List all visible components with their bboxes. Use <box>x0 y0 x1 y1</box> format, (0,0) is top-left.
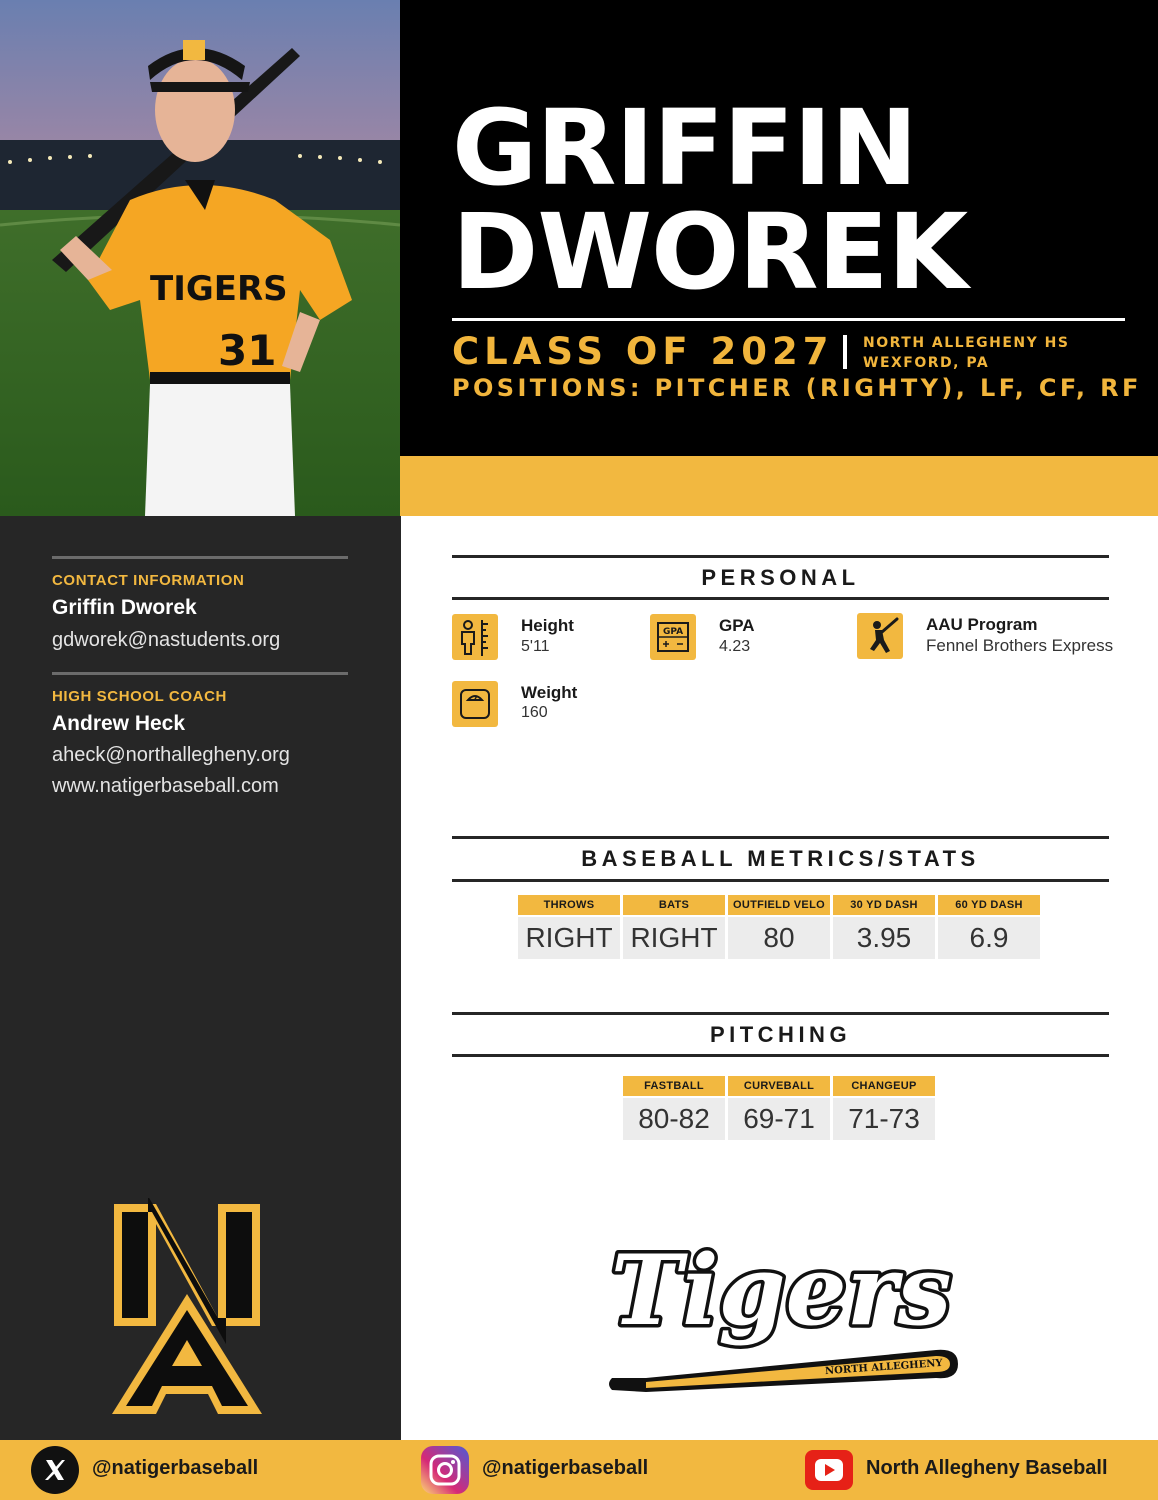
pitch-header: CHANGEUP <box>833 1076 935 1096</box>
metric-value: 6.9 <box>938 917 1040 959</box>
school-location: WEXFORD, PA <box>863 355 990 371</box>
aau-label: AAU Program <box>926 615 1038 634</box>
weight-label: Weight <box>521 683 578 702</box>
section-rule <box>452 836 1109 839</box>
header <box>400 0 1158 456</box>
school-info <box>863 333 1069 373</box>
metric-value: RIGHT <box>518 917 620 959</box>
coach-name: Andrew Heck <box>52 712 186 735</box>
jersey-number: 31 <box>218 326 277 375</box>
instagram-handle[interactable]: @natigerbaseball <box>482 1457 649 1479</box>
gold-band <box>400 456 1158 516</box>
pitch-column <box>728 1076 830 1140</box>
footer <box>0 1440 1158 1500</box>
coach-label: HIGH SCHOOL COACH <box>52 688 227 705</box>
gpa-value: 4.23 <box>719 638 751 655</box>
metrics-table <box>518 895 1040 959</box>
coach-email[interactable]: aheck@northallegheny.org <box>52 744 290 766</box>
height-label: Height <box>521 616 574 635</box>
personal-title: PERSONAL <box>701 565 860 590</box>
height-value: 5'11 <box>521 638 550 655</box>
weight-value: 160 <box>521 704 548 721</box>
school-name: NORTH ALLEGHENY HS <box>863 335 1070 351</box>
batter-icon <box>857 613 903 659</box>
jersey-text: TIGERS <box>150 269 288 309</box>
metric-value: RIGHT <box>623 917 725 959</box>
sidebar-divider <box>52 556 348 559</box>
aau-value: Fennel Brothers Express <box>926 636 1114 655</box>
player-photo <box>0 0 400 516</box>
contact-email[interactable]: gdworek@nastudents.org <box>52 629 281 651</box>
pitch-header: FASTBALL <box>623 1076 725 1096</box>
pitch-header: CURVEBALL <box>728 1076 830 1096</box>
pitch-column <box>833 1076 935 1140</box>
pitch-velocity: 69-71 <box>728 1098 830 1140</box>
class-year: CLASS OF 2027 <box>452 330 834 373</box>
x-icon[interactable] <box>31 1446 79 1494</box>
first-name: GRIFFIN <box>452 87 917 209</box>
height-icon <box>452 614 498 660</box>
pitching-title: PITCHING <box>709 1022 852 1047</box>
weight-icon <box>452 681 498 727</box>
section-rule <box>452 879 1109 882</box>
metrics-title: BASEBALL METRICS/STATS <box>581 846 980 871</box>
school-divider <box>843 335 847 369</box>
last-name: DWOREK <box>452 191 968 313</box>
x-handle[interactable]: @natigerbaseball <box>92 1457 259 1479</box>
metric-value: 80 <box>728 917 830 959</box>
header-divider <box>452 318 1125 321</box>
metric-column <box>728 895 830 959</box>
youtube-channel[interactable]: North Allegheny Baseball <box>866 1457 1108 1479</box>
tigers-script: Tigers <box>610 1234 952 1347</box>
gpa-label: GPA <box>719 616 755 635</box>
contact-name: Griffin Dworek <box>52 596 197 619</box>
section-rule <box>452 597 1109 600</box>
gpa-icon <box>650 614 696 660</box>
pitching-table <box>623 1076 935 1140</box>
team-website[interactable]: www.natigerbaseball.com <box>52 775 279 797</box>
pitch-velocity: 71-73 <box>833 1098 935 1140</box>
metric-value: 3.95 <box>833 917 935 959</box>
player-name <box>452 87 968 313</box>
metric-column <box>518 895 620 959</box>
section-rule <box>452 1054 1109 1057</box>
positions: POSITIONS: PITCHER (RIGHTY), LF, CF, RF <box>452 374 1142 402</box>
metric-header: BATS <box>623 895 725 915</box>
tigers-bat-text: NORTH ALLEGHENY <box>824 1357 943 1378</box>
gpa-icon-text: GPA <box>662 627 684 637</box>
pitch-column <box>623 1076 725 1140</box>
pitch-velocity: 80-82 <box>623 1098 725 1140</box>
contact-label: CONTACT INFORMATION <box>52 572 245 589</box>
metric-header: 60 YD DASH <box>938 895 1040 915</box>
metric-column <box>833 895 935 959</box>
metric-header: THROWS <box>518 895 620 915</box>
metric-header: 30 YD DASH <box>833 895 935 915</box>
na-logo <box>108 1198 266 1425</box>
section-rule <box>452 1012 1109 1015</box>
instagram-icon[interactable] <box>421 1446 469 1494</box>
metric-column <box>623 895 725 959</box>
metric-column <box>938 895 1040 959</box>
tigers-logo <box>596 1222 966 1407</box>
youtube-icon[interactable] <box>805 1446 853 1494</box>
metric-header: OUTFIELD VELO <box>728 895 830 915</box>
sidebar-divider <box>52 672 348 675</box>
section-rule <box>452 555 1109 558</box>
